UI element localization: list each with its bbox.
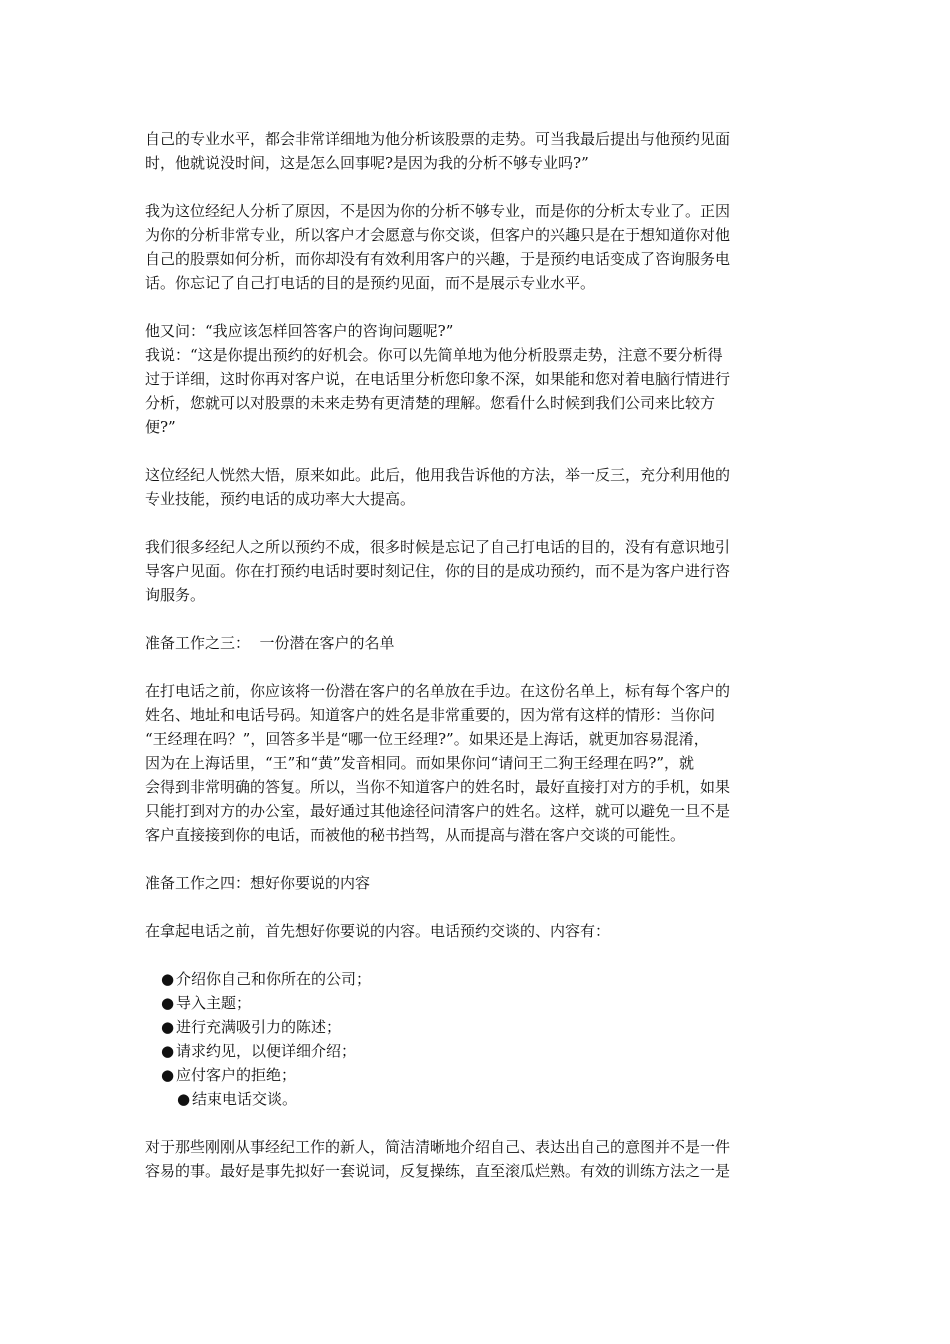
- text-line: 导客户见面。你在打预约电话时要时刻记住，你的目的是成功预约，而不是为客户进行咨: [145, 562, 731, 580]
- list-item-text: 进行充满吸引力的陈述；: [176, 1018, 342, 1036]
- text-line: 客户直接接到你的电话，而被他的秘书挡驾，从而提高与潜在客户交谈的可能性。: [145, 826, 686, 844]
- heading-text: 准备工作之四：想好你要说的内容: [145, 874, 371, 892]
- text-line: “王经理在吗？”，回答多半是“哪一位王经理?”。如果还是上海话，就更加容易混淆，: [145, 730, 709, 748]
- text-line: 容易的事。最好是事先拟好一套说词，反复操练，直至滚瓜烂熟。有效的训练方法之一是: [145, 1162, 731, 1180]
- bullet-icon: ●: [177, 1090, 191, 1108]
- paragraph-analysis-reason: [145, 199, 809, 295]
- text-line: 因为在上海话里，“王”和“黄”发音相同。而如果你问“请问王二狗王经理在吗?”，就: [145, 754, 695, 772]
- list-item: [145, 1015, 809, 1039]
- text-line: 对于那些刚刚从事经纪工作的新人，简洁清晰地介绍自己、表达出自己的意图并不是一件: [145, 1138, 731, 1156]
- text-line: 会得到非常明确的答复。所以，当你不知道客户的姓名时，最好直接打对方的手机，如果: [145, 778, 731, 796]
- text-line: 专业技能，预约电话的成功率大大提高。: [145, 490, 416, 508]
- paragraph-conclusion: [145, 535, 809, 607]
- list-item-text: 结束电话交谈。: [192, 1090, 298, 1108]
- list-item-text: 请求约见，以便详细介绍；: [176, 1042, 357, 1060]
- text-line: 在拿起电话之前，首先想好你要说的内容。电话预约交谈的、内容有：: [145, 922, 611, 940]
- text-line: 他又问：“我应该怎样回答客户的咨询问题呢?”: [145, 322, 454, 340]
- text-line: 自己的专业水平，都会非常详细地为他分析该股票的走势。可当我最后提出与他预约见面: [145, 130, 731, 148]
- paragraph-newcomer-advice: [145, 1135, 809, 1183]
- bullet-icon: ●: [161, 1018, 175, 1036]
- document-page: [145, 127, 809, 1207]
- list-item-text: 导入主题；: [176, 994, 252, 1012]
- paragraph-analysis-question: [145, 127, 809, 175]
- section-heading-3: [145, 631, 809, 655]
- section-heading-4: [145, 871, 809, 895]
- list-item: [145, 1039, 809, 1063]
- bullet-icon: ●: [161, 1042, 175, 1060]
- bullet-icon: ●: [161, 994, 175, 1012]
- text-line: 在打电话之前，你应该将一份潜在客户的名单放在手边。在这份名单上，标有每个客户的: [145, 682, 731, 700]
- list-item-text: 介绍你自己和你所在的公司；: [176, 970, 372, 988]
- text-line: 我说：“这是你提出预约的好机会。你可以先简单地为他分析股票走势，注意不要分析得: [145, 346, 723, 364]
- text-line: 过于详细，这时你再对客户说，在电话里分析您印象不深，如果能和您对着电脑行情进行: [145, 370, 731, 388]
- text-line: 我们很多经纪人之所以预约不成，很多时候是忘记了自己打电话的目的，没有有意识地引: [145, 538, 731, 556]
- paragraph-follow-up-question: [145, 319, 809, 343]
- text-line: 姓名、地址和电话号码。知道客户的姓名是非常重要的，因为常有这样的情形：当你问: [145, 706, 716, 724]
- text-line: 话。你忘记了自己打电话的目的是预约见面，而不是展示专业水平。: [145, 274, 596, 292]
- text-line: 分析，您就可以对股票的未来走势有更清楚的理解。您看什么时候到我们公司来比较方: [145, 394, 716, 412]
- paragraph-answer: [145, 343, 809, 439]
- list-item: [145, 1063, 809, 1087]
- list-item: [145, 1087, 809, 1111]
- paragraph-content-intro: [145, 919, 809, 943]
- content-bullet-list: [145, 967, 809, 1111]
- text-line: 自己的股票如何分析，而你却没有有效利用客户的兴趣，于是预约电话变成了咨询服务电: [145, 250, 731, 268]
- bullet-icon: ●: [161, 970, 175, 988]
- list-item: [145, 991, 809, 1015]
- paragraph-realization: [145, 463, 809, 511]
- list-item: [145, 967, 809, 991]
- heading-text: 准备工作之三： 一份潜在客户的名单: [145, 634, 395, 652]
- text-line: 为你的分析非常专业，所以客户才会愿意与你交谈，但客户的兴趣只是在于想知道你对他: [145, 226, 731, 244]
- paragraph-customer-list: [145, 679, 809, 847]
- text-line: 这位经纪人恍然大悟，原来如此。此后，他用我告诉他的方法，举一反三，充分利用他的: [145, 466, 731, 484]
- bullet-icon: ●: [161, 1066, 175, 1084]
- text-line: 时，他就说没时间，这是怎么回事呢?是因为我的分析不够专业吗?”: [145, 154, 589, 172]
- list-item-text: 应付客户的拒绝；: [176, 1066, 297, 1084]
- text-line: 便?”: [145, 418, 176, 436]
- text-line: 只能打到对方的办公室，最好通过其他途径问清客户的姓名。这样，就可以避免一旦不是: [145, 802, 731, 820]
- text-line: 我为这位经纪人分析了原因，不是因为你的分析不够专业，而是你的分析太专业了。正因: [145, 202, 731, 220]
- text-line: 询服务。: [145, 586, 206, 604]
